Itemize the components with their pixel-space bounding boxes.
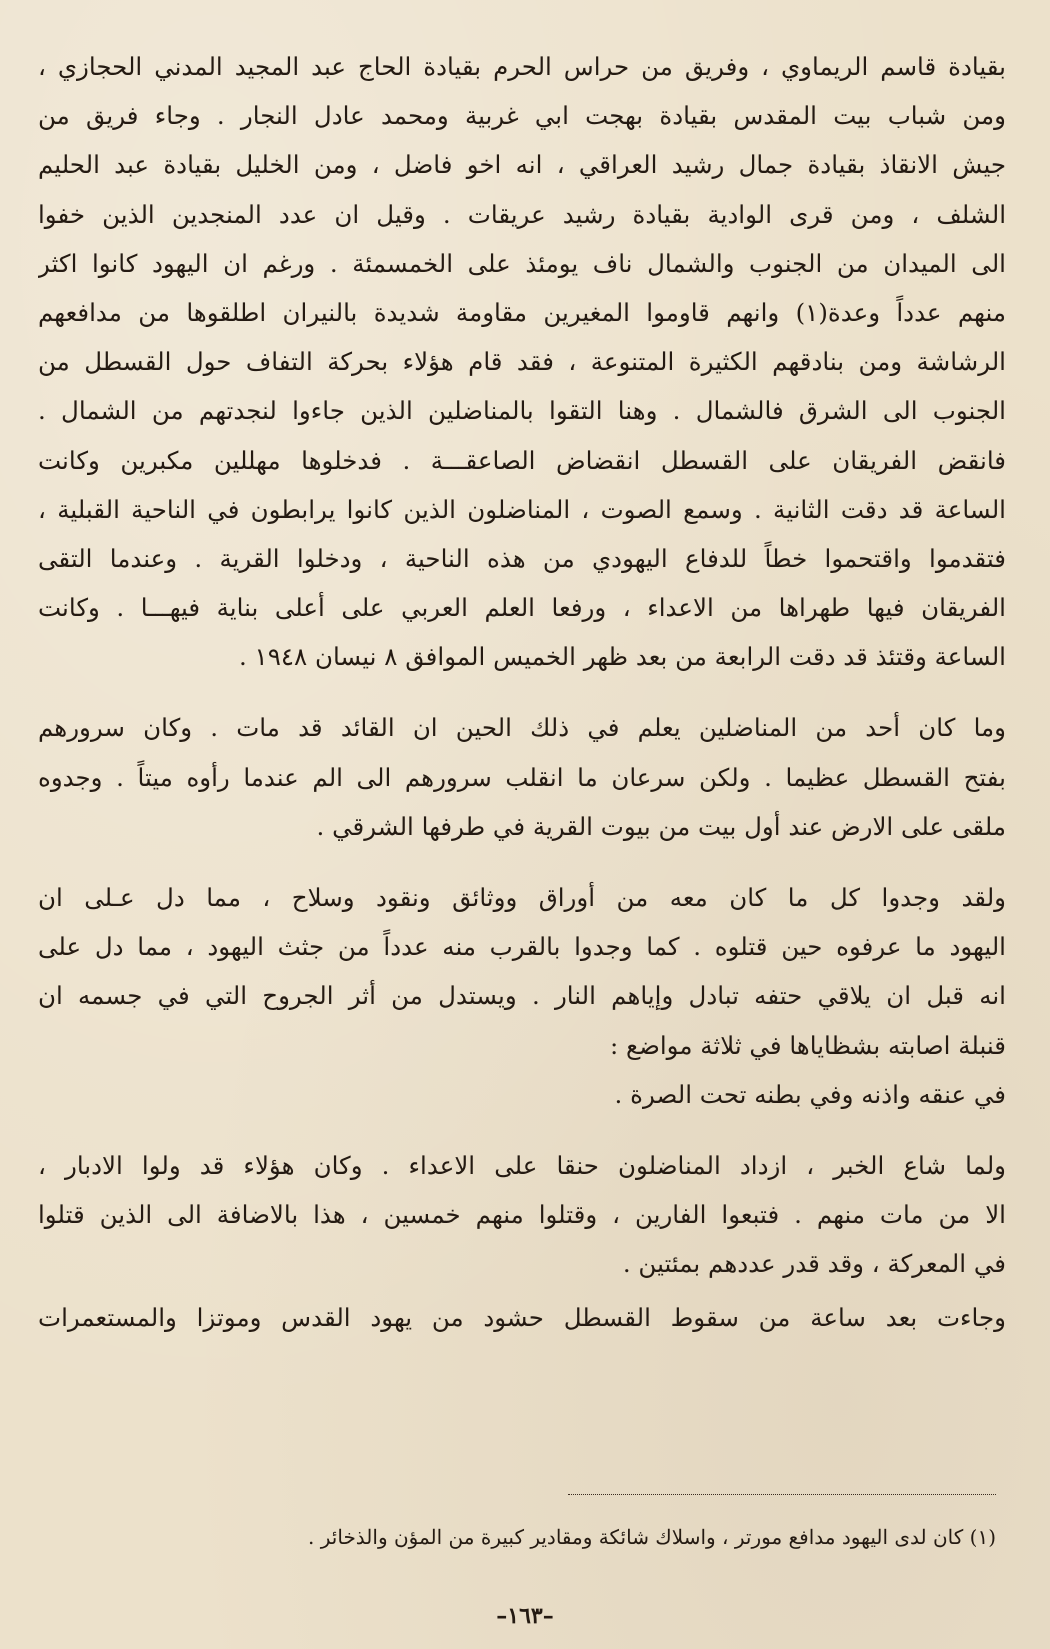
text-line: وجاءت بعد ساعة من سقوط القسطل حشود من يهود القدس وموتزا والمستعمرات <box>38 1302 1006 1332</box>
text-line: منهم عدداً وعدة(١) وانهم قاوموا المغيرين مقاومة شديدة بالنيران اطلقوها من مدافعهم <box>38 297 1006 327</box>
paragraph-1 <box>38 42 1006 681</box>
paragraph-5 <box>38 1293 1006 1342</box>
text-line: في المعركة ، وقد قدر عددهم بمئتين . <box>622 1249 1006 1279</box>
footnote: (١) كان لدى اليهود مدافع مورتر ، واسلاك شائكة ومقادير كبيرة من المؤن والذخائر . <box>308 1525 996 1549</box>
text-line: ولما شاع الخبر ، ازداد المناضلون حنقا على الاعداء . وكان هؤلاء قد ولوا الادبار ، <box>38 1150 1006 1180</box>
text-line: الشلف ، ومن قرى الوادية بقيادة رشيد عريقات . وقيل ان عدد المنجدين الذين خفوا <box>38 199 1006 229</box>
text-line: قنبلة اصابته بشظاياها في ثلاثة مواضع : <box>609 1030 1006 1060</box>
paragraph-4 <box>38 1141 1006 1289</box>
text-line: الجنوب الى الشرق فالشمال . وهنا التقوا بالمناضلين الذين جاءوا لنجدتهم من الشمال . <box>38 396 1006 426</box>
text-line: ومن شباب بيت المقدس بقيادة بهجت ابي غربية ومحمد عادل النجار . وجاء فريق من <box>38 101 1006 131</box>
text-line: الى الميدان من الجنوب والشمال ناف يومئذ على الخمسمئة . ورغم ان اليهود كانوا اكثر <box>38 248 1006 278</box>
text-line: الفريقان فيها طهراها من الاعداء ، ورفعا العلم العربي على أعلى بناية فيهـــا . وكانت <box>38 593 1006 623</box>
text-line: الا من مات منهم . فتبعوا الفارين ، وقتلوا منهم خمسين ، هذا بالاضافة الى الذين قتلوا <box>38 1200 1006 1230</box>
paragraph-2 <box>38 703 1006 851</box>
text-line: فانقض الفريقان على القسطل انقضاض الصاعقـــة . فدخلوها مهللين مكبرين وكانت <box>38 445 1006 475</box>
text-line: الساعة قد دقت الثانية . وسمع الصوت ، المناضلون الذين كانوا يرابطون في الناحية القبلية ، <box>38 494 1006 524</box>
body-text <box>38 42 1006 1342</box>
text-line: الرشاشة ومن بنادقهم الكثيرة المتنوعة ، فقد قام هؤلاء بحركة التفاف حول القسطل من <box>38 347 1006 377</box>
text-line: ولقد وجدوا كل ما كان معه من أوراق ووثائق ونقود وسلاح ، مما دل عـلى ان <box>38 883 1006 912</box>
text-line: بقيادة قاسم الريماوي ، وفريق من حراس الحرم بقيادة الحاج عبد المجيد المدني الحجازي ، <box>38 52 1006 81</box>
text-line: فتقدموا واقتحموا خطاً للدفاع اليهودي من هذه الناحية ، ودخلوا القرية . وعندما التقى <box>38 543 1006 573</box>
page-number: –١٦٣– <box>496 1603 554 1629</box>
text-line: جيش الانقاذ بقيادة جمال رشيد العراقي ، انه اخو فاضل ، ومن الخليل بقيادة عبد الحليم <box>38 150 1006 180</box>
text-line: الساعة وقتئذ قد دقت الرابعة من بعد ظهر الخميس الموافق ٨ نيسان ١٩٤٨ . <box>238 642 1006 672</box>
text-line: بفتح القسطل عظيما . ولكن سرعان ما انقلب سرورهم الى الم عندما رأوه ميتاً . وجدوه <box>38 762 1006 792</box>
paragraph-gap <box>38 1119 1006 1141</box>
text-line: وما كان أحد من المناضلين يعلم في ذلك الحين ان القائد قد مات . وكان سرورهم <box>38 713 1006 743</box>
text-line: في عنقه واذنه وفي بطنه تحت الصرة . <box>614 1079 1006 1109</box>
text-line: اليهود ما عرفوه حين قتلوه . كما وجدوا بالقرب منه عدداً من جثث اليهود ، مما دل على <box>38 932 1006 962</box>
footnote-separator <box>568 1494 996 1495</box>
paragraph-gap <box>38 681 1006 703</box>
paragraph-gap <box>38 851 1006 873</box>
paragraph-3 <box>38 873 1006 1119</box>
text-line: ملقى على الارض عند أول بيت من بيوت القرية في طرفها الشرقي . <box>316 811 1006 841</box>
text-line: انه قبل ان يلاقي حتفه تبادل وإياهم النار . ويستدل من أثر الجروح التي في جسمه ان <box>38 981 1006 1011</box>
